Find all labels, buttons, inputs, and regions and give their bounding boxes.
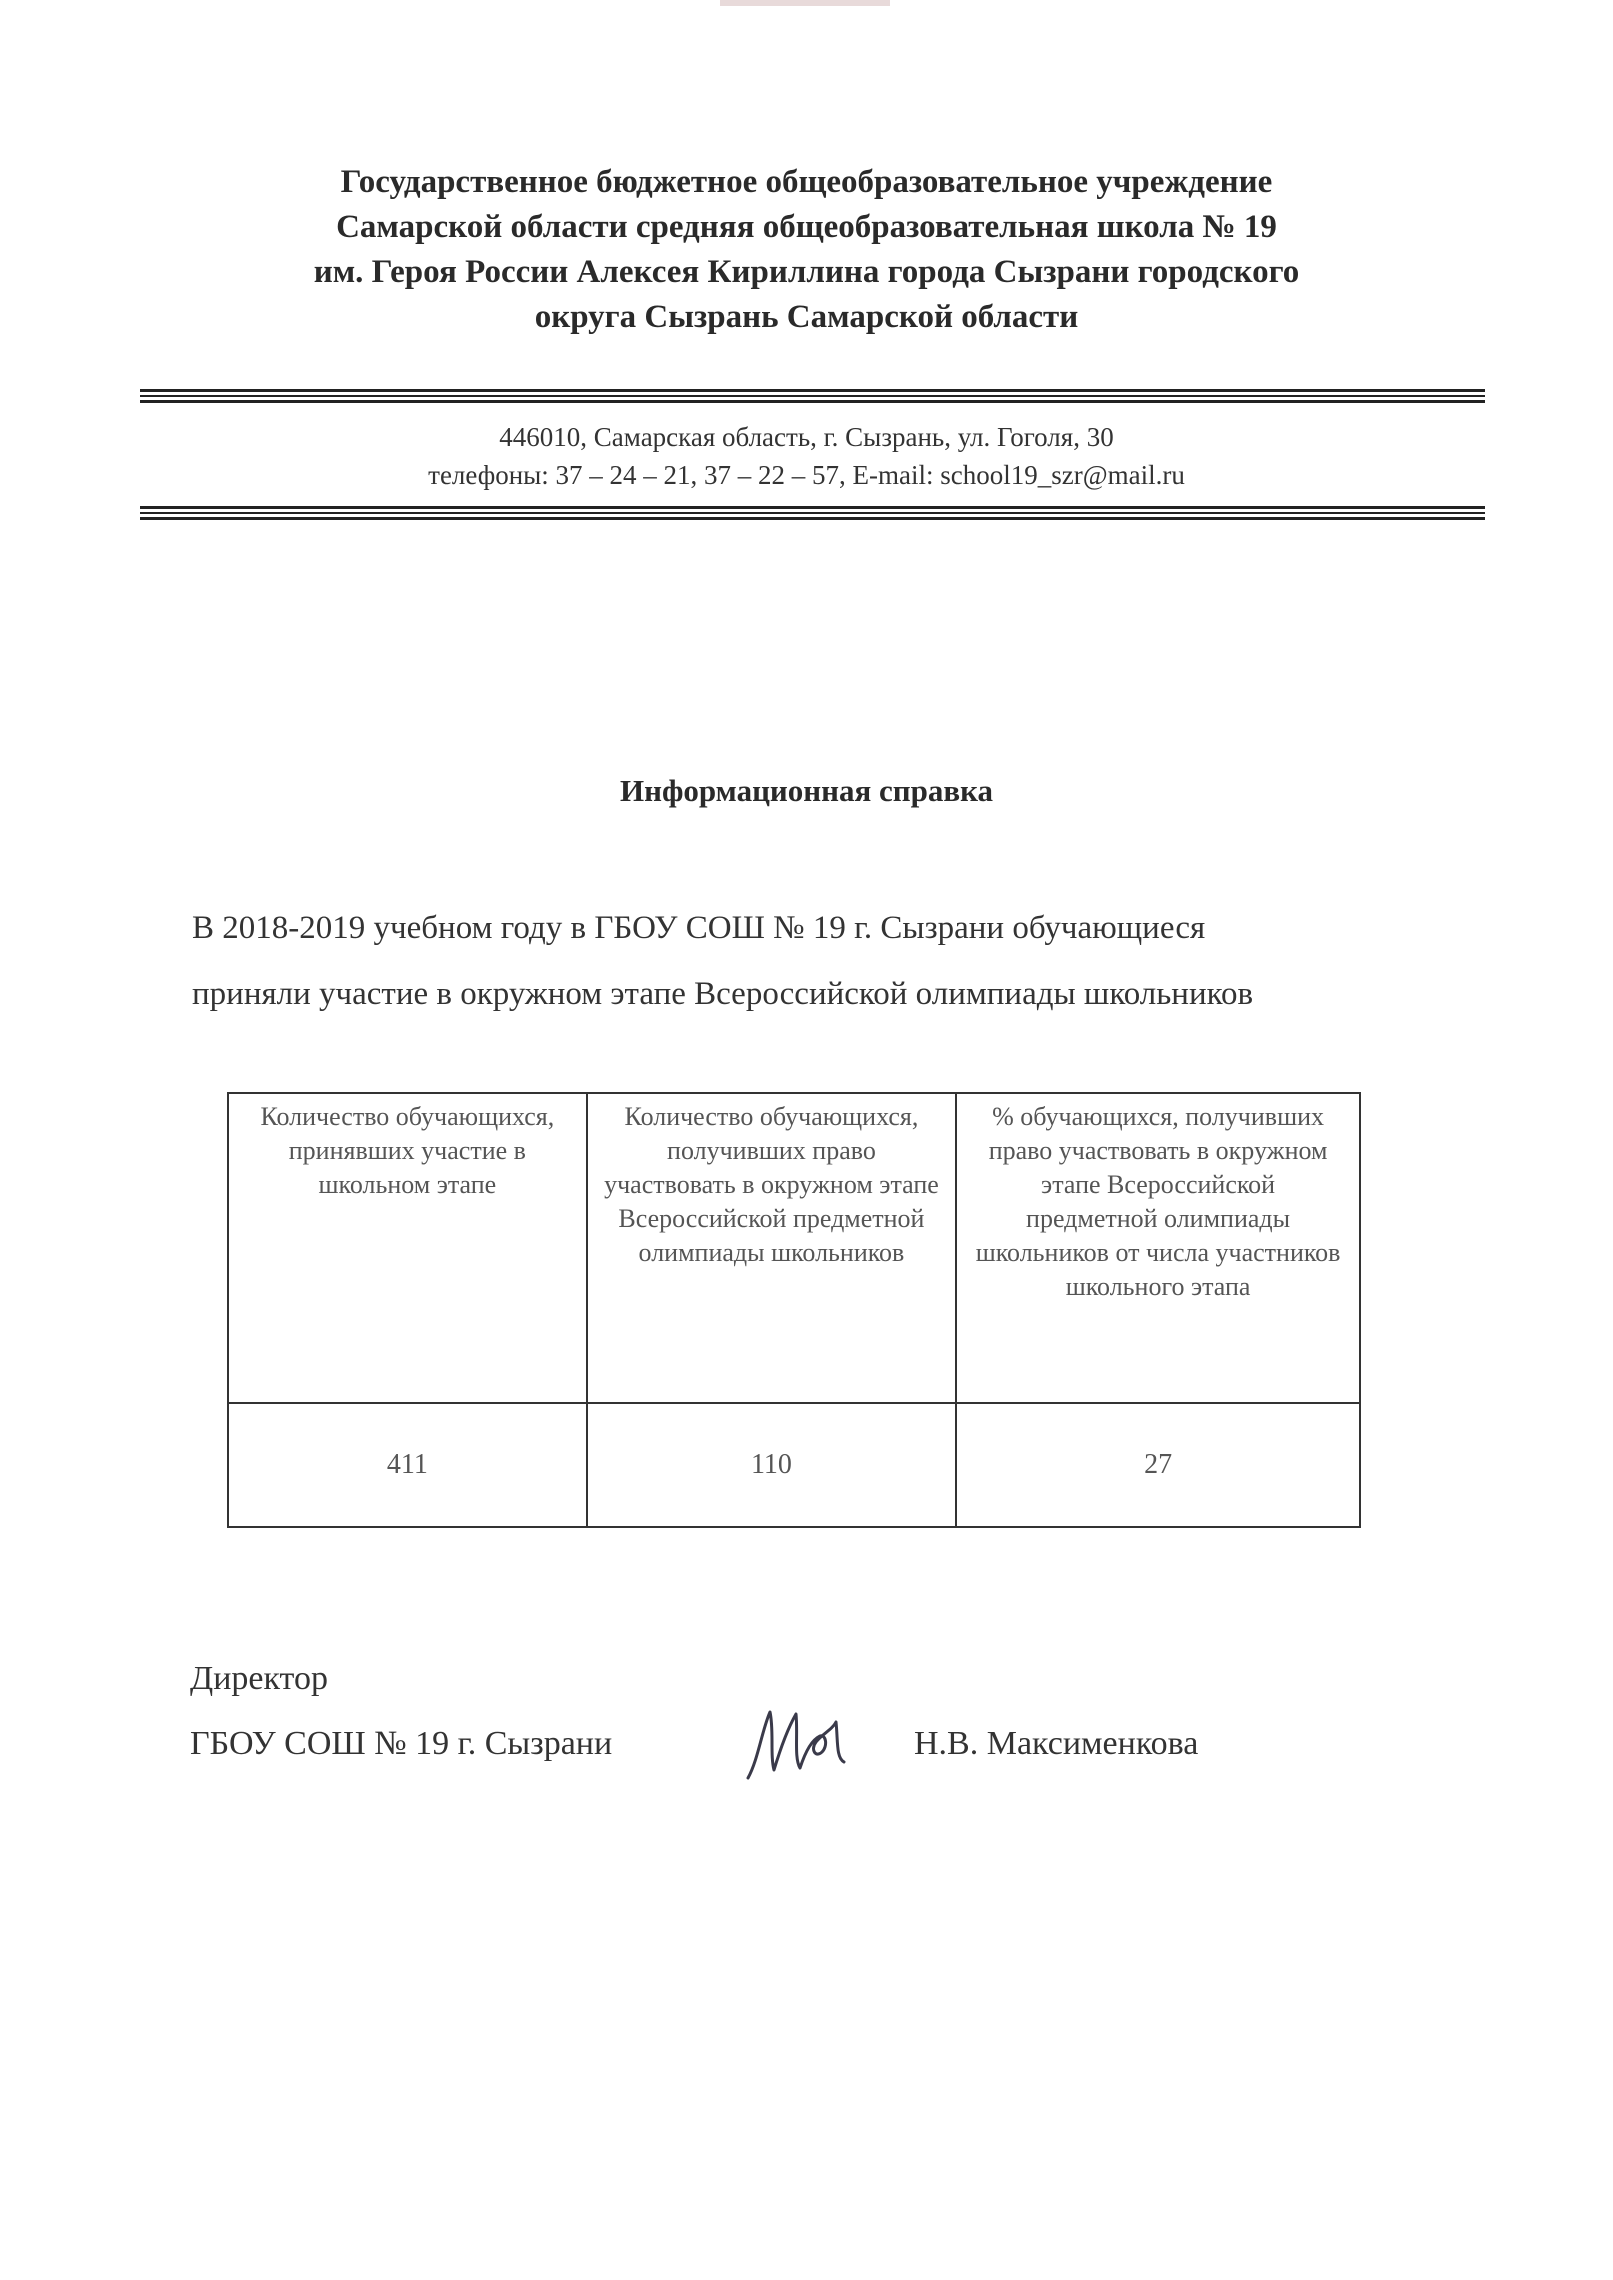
intro-paragraph [192, 895, 1492, 1027]
table-row [228, 1403, 1360, 1527]
header-divider-bottom [140, 506, 1485, 520]
address-block [0, 418, 1613, 494]
header-qualified-percent: % обучающихся, получивших право участвовать в окружном этапе Всероссийской предметной олимпиады школьников от числа участников школьного этапа [956, 1093, 1360, 1403]
intro-line: В 2018-2019 учебном году в ГБОУ СОШ № 19 г. Сызрани обучающиеся [192, 910, 1206, 946]
org-line: им. Героя России Алексея Кириллина города Сызрани городского [313, 254, 1300, 290]
org-line: округа Сызрань Самарской области [534, 299, 1079, 335]
cell-qualified: 110 [587, 1403, 956, 1527]
olympiad-stats-table [227, 1092, 1361, 1528]
intro-line: приняли участие в окружном этапе Всероссийской олимпиады школьников [192, 976, 1254, 1012]
table-header-row [228, 1093, 1360, 1403]
signatory-name: Н.В. Максименкова [914, 1725, 1199, 1762]
org-line: Самарской области средняя общеобразовательная школа № 19 [336, 209, 1277, 245]
signatory-organization: ГБОУ СОШ № 19 г. Сызрани [190, 1725, 613, 1762]
cell-participants: 411 [228, 1403, 587, 1527]
contacts-line: телефоны: 37 – 24 – 21, 37 – 22 – 57, E-mail: school19_szr@mail.ru [428, 460, 1185, 490]
document-title: Информационная справка [619, 773, 994, 808]
cell-percent: 27 [956, 1403, 1360, 1527]
header-divider-top [140, 389, 1485, 403]
address-line: 446010, Самарская область, г. Сызрань, ул. Гоголя, 30 [499, 422, 1114, 452]
organization-header [0, 160, 1613, 340]
header-qualified-district-stage: Количество обучающихся, получивших право участвовать в окружном этапе Всероссийской предметной олимпиады школьников [587, 1093, 956, 1403]
scan-artifact [720, 0, 890, 6]
signatory-title: Директор [190, 1660, 328, 1697]
org-line: Государственное бюджетное общеобразовательное учреждение [340, 164, 1273, 200]
header-participants-school-stage: Количество обучающихся, принявших участие в школьном этапе [228, 1093, 587, 1403]
handwritten-signature [740, 1700, 860, 1790]
